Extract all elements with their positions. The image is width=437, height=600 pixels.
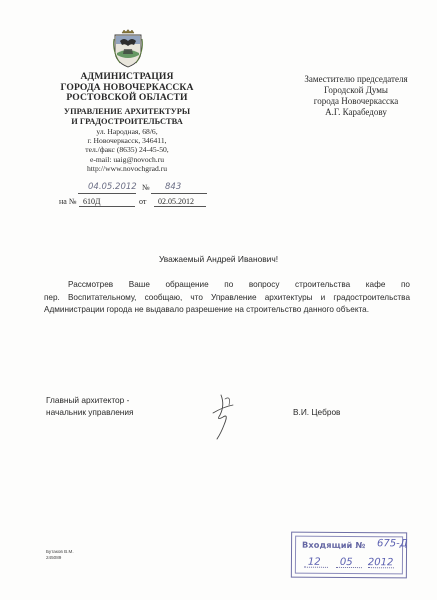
coat-of-arms-icon: [111, 29, 145, 69]
sender-phone: тел./факс (8635) 24-45-50,: [85, 145, 169, 155]
letter-body-rest: пер. Воспитательному, сообщаю, что Управление архитектуры и градостроительства Администрации города не выдавало разрешение на строительство данного объекта.: [44, 292, 410, 315]
sender-website: http://www.novochgrad.ru: [86, 164, 168, 174]
recipient-line3: города Новочеркасска: [313, 96, 399, 106]
dept-name-line2: И ГРАДОСТРОИТЕЛЬСТВА: [71, 116, 183, 126]
org-name-line3: РОСТОВСКОЙ ОБЛАСТИ: [66, 92, 188, 103]
signatory-position-line1: Главный архитектор -: [46, 395, 130, 405]
stamp-number: 675-Д: [377, 538, 408, 550]
recipient-line4: А.Г. Карабедову: [325, 107, 387, 117]
org-name-line1: АДМИНИСТРАЦИЯ: [80, 71, 174, 82]
handwritten-signature: [203, 391, 243, 443]
recipient-line1: Заместителю председателя: [304, 74, 408, 84]
greeting: Уважаемый Андрей Иванович!: [158, 254, 279, 264]
sender-address2: г. Новочеркасск, 346411,: [87, 135, 167, 145]
reference-prefix: на №: [59, 197, 77, 206]
reference-registration: [59, 197, 219, 209]
signatory-position-line2: начальник управления: [46, 406, 134, 417]
reference-date: 02.05.2012: [154, 197, 206, 207]
dept-name-line1: УПРАВЛЕНИЕ АРХИТЕКТУРЫ: [63, 106, 191, 116]
stamp-day: 12: [307, 556, 321, 568]
letter-body-first-line: Рассмотрев Ваше обращение по вопросу строительства кафе по: [68, 280, 410, 289]
outgoing-registration: [78, 183, 213, 195]
signatory-position: [46, 395, 134, 418]
sender-address1: ул. Народная, 68/6,: [96, 126, 158, 136]
org-name-line2: ГОРОДА НОВОЧЕРКАССКА: [60, 81, 194, 93]
incoming-stamp: [291, 532, 407, 579]
outgoing-date: 04.05.2012: [88, 182, 137, 192]
executor-name: Бутаков В.М.: [46, 549, 74, 554]
outgoing-number: 843: [165, 182, 182, 192]
recipient-line2: Городской Думы: [324, 85, 388, 95]
stamp-number-suffix: Д: [399, 538, 408, 550]
sender-block: [36, 72, 218, 174]
executor-phone: 245089: [46, 555, 62, 560]
reference-from-label: от: [139, 197, 147, 206]
signatory-name: В.И. Цебров: [293, 407, 341, 417]
stamp-year: 2012: [367, 557, 394, 569]
executor-info: [46, 549, 74, 561]
sender-email: e-mail: uaig@novoch.ru: [89, 154, 165, 164]
recipient-block: [281, 74, 431, 118]
outgoing-number-label: №: [142, 183, 150, 192]
stamp-number-value: 675: [377, 538, 397, 550]
stamp-month: 05: [339, 556, 353, 569]
stamp-label: Входящий №: [302, 539, 366, 551]
reference-number: 610Д: [79, 197, 135, 207]
letter-body: [44, 279, 410, 317]
